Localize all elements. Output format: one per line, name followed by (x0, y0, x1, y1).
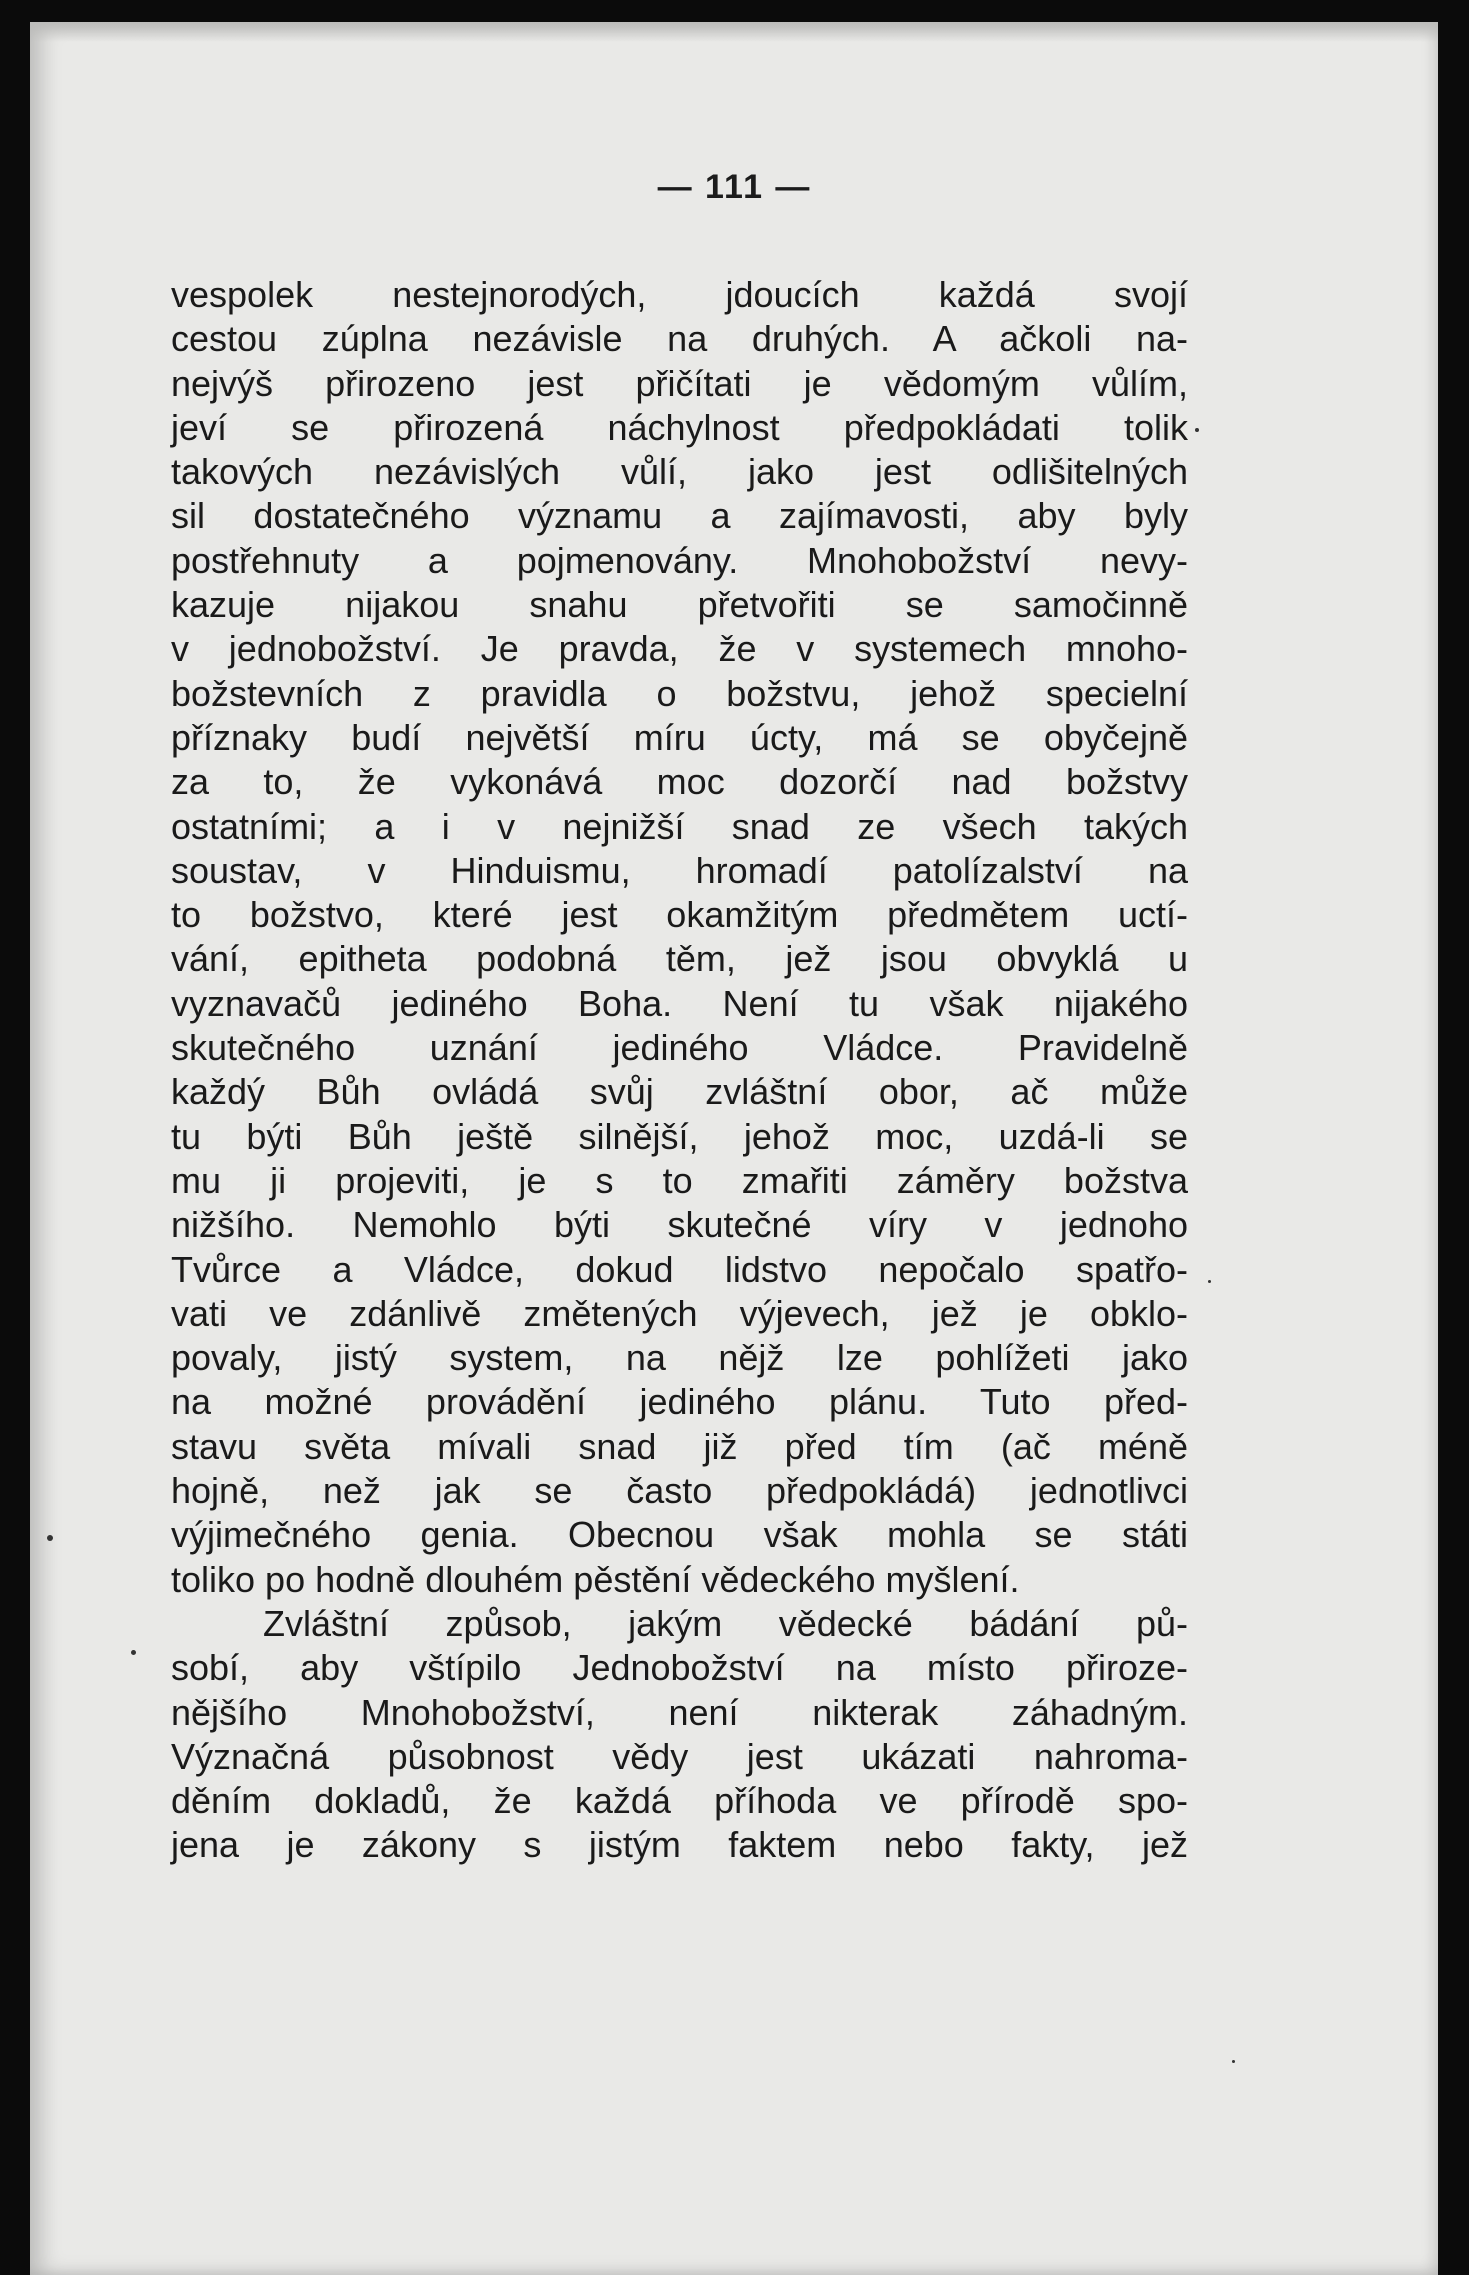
text-line: Tvůrce a Vládce, dokud lidstvo nepočalo spatřo- (171, 1248, 1188, 1290)
scan-speck (1208, 1280, 1211, 1283)
text-line: toliko po hodně dlouhém pěstění vědeckého myšlení. (171, 1558, 1020, 1600)
text-line: příznaky budí největší míru úcty, má se obyčejně (171, 716, 1188, 758)
text-line: nějšího Mnohobožství, není nikterak záhadným. (171, 1691, 1188, 1733)
text-line: nejvýš přirozeno jest přičítati je vědomým vůlím, (171, 362, 1188, 404)
text-line: takových nezávislých vůlí, jako jest odlišitelných (171, 451, 1188, 493)
text-line: děním dokladů, že každá příhoda ve přírodě spo- (171, 1780, 1188, 1822)
text-line: stavu světa mívali snad již před tím (ač méně (171, 1425, 1188, 1467)
scan-speck (47, 1535, 53, 1541)
text-line: kazuje nijakou snahu přetvořiti se samočinně (171, 584, 1188, 626)
text-line: hojně, než jak se často předpokládá) jednotlivci (171, 1470, 1188, 1512)
text-line: povaly, jistý system, na nějž lze pohlížeti jako (171, 1337, 1188, 1379)
text-line: to božstvo, které jest okamžitým předmětem uctí- (171, 894, 1188, 936)
text-line: ostatními; a i v nejnižší snad ze všech takých (171, 805, 1188, 847)
text-line: Význačná působnost vědy jest ukázati nahroma- (171, 1735, 1188, 1777)
page-top-shadow (30, 22, 1438, 42)
text-line: nižšího. Nemohlo býti skutečné víry v jednoho (171, 1204, 1188, 1246)
text-line: božstevních z pravidla o božstvu, jehož specielní (171, 672, 1188, 714)
text-line: sil dostatečného významu a zajímavosti, aby byly (171, 495, 1188, 537)
paragraph-first-line: Zvláštní způsob, jakým vědecké bádání pů- (263, 1602, 1188, 1644)
text-line: vespolek nestejnorodých, jdoucích každá svojí (171, 274, 1188, 315)
text-line: vání, epitheta podobná těm, jež jsou obvyklá u (171, 938, 1188, 980)
text-line: skutečného uznání jediného Vládce. Pravidelně (171, 1027, 1188, 1069)
text-line: mu ji projeviti, je s to zmařiti záměry božstva (171, 1159, 1188, 1201)
text-line: jena je zákony s jistým faktem nebo fakty, jež (171, 1824, 1188, 1866)
text-line: vati ve zdánlivě změtených výjevech, jež je obklo- (171, 1292, 1188, 1334)
scan-speck (1195, 428, 1199, 432)
text-line: cestou zúplna nezávisle na druhých. A ačkoli na- (171, 318, 1188, 360)
text-line: za to, že vykonává moc dozorčí nad božstvy (171, 761, 1188, 803)
text-line: jeví se přirozená náchylnost předpokládati tolik (171, 406, 1188, 448)
text-line: výjimečného genia. Obecnou však mohla se státi (171, 1514, 1188, 1556)
text-line: v jednobožství. Je pravda, že v systemech mnoho- (171, 628, 1188, 670)
text-line: vyznavačů jediného Boha. Není tu však nijakého (171, 982, 1188, 1024)
text-line: každý Bůh ovládá svůj zvláštní obor, ač může (171, 1071, 1188, 1113)
scan-right-edge (1438, 0, 1469, 2275)
body-text (171, 273, 1188, 1868)
scan-speck (1232, 2060, 1235, 2063)
text-line: postřehnuty a pojmenovány. Mnohobožství nevy- (171, 539, 1188, 581)
page-number: — 111 — (657, 168, 812, 206)
text-line: tu býti Bůh ještě silnější, jehož moc, uzdá-li se (171, 1115, 1188, 1157)
scan-speck (131, 1650, 136, 1655)
text-line: sobí, aby vštípilo Jednobožství na místo přiroze- (171, 1647, 1188, 1689)
text-line: na možné provádění jediného plánu. Tuto před- (171, 1381, 1188, 1423)
text-line: soustav, v Hinduismu, hromadí patolízalství na (171, 849, 1188, 891)
